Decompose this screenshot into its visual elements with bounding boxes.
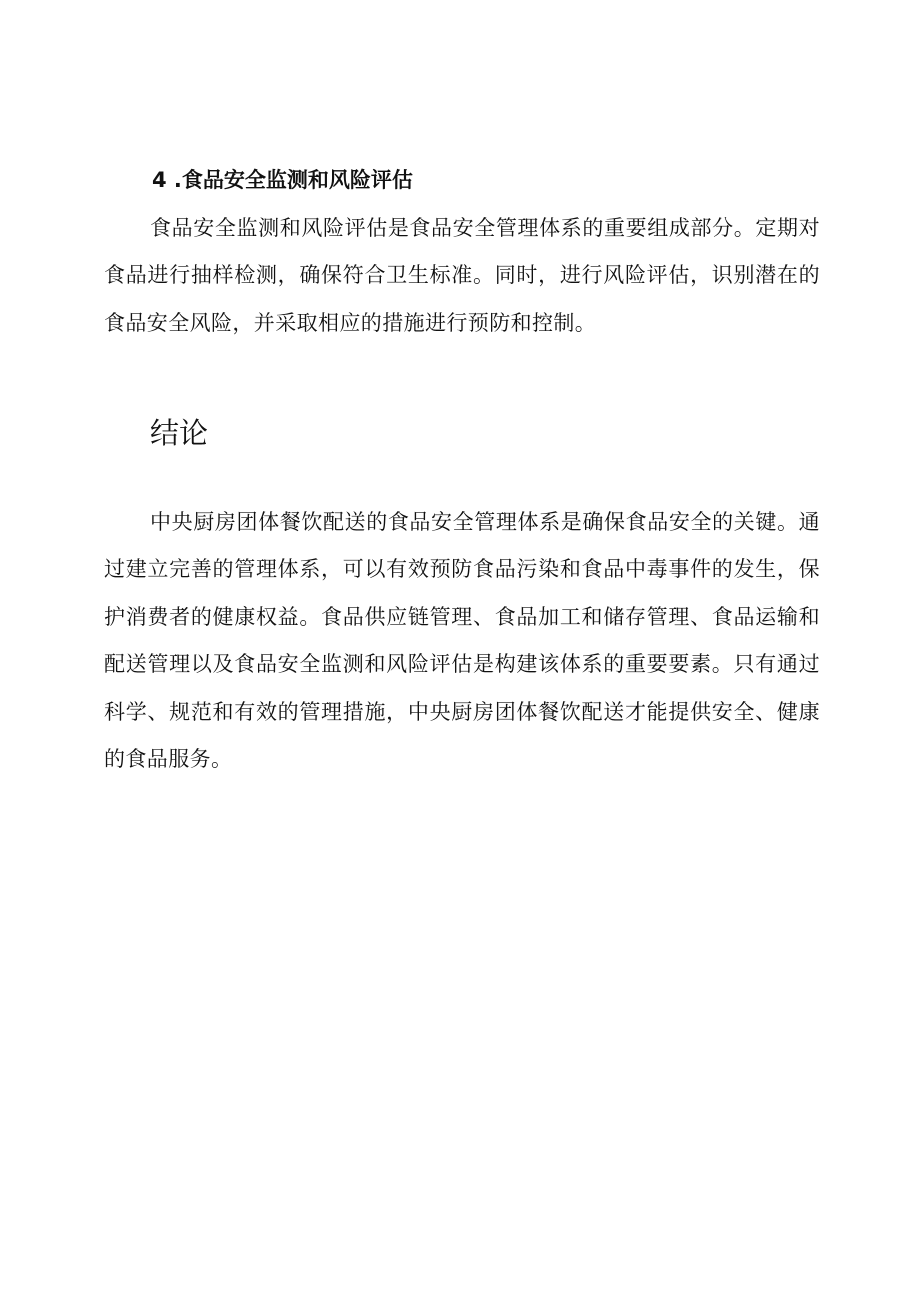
section-paragraph: 食品安全监测和风险评估是食品安全管理体系的重要组成部分。定期对食品进行抽样检测，确保符合卫生标准。同时，进行风险评估，识别潜在的食品安全风险，并采取相应的措施进行预防和控制。 bbox=[104, 216, 820, 335]
conclusion-paragraph: 中央厨房团体餐饮配送的食品安全管理体系是确保食品安全的关键。通过建立完善的管理体系，可以有效预防食品污染和食品中毒事件的发生，保护消费者的健康权益。食品供应链管理、食品加工和储存管理、食品运输和配送管理以及食品安全监测和风险评估是构建该体系的重要要素。只有通过科学、规范和有效的管理措施，中央厨房团体餐饮配送才能提供安全、健康的食品服务。 bbox=[104, 510, 820, 772]
conclusion-heading: 结论 bbox=[150, 416, 209, 450]
section-heading: 4 .食品安全监测和风险评估 bbox=[152, 168, 413, 192]
